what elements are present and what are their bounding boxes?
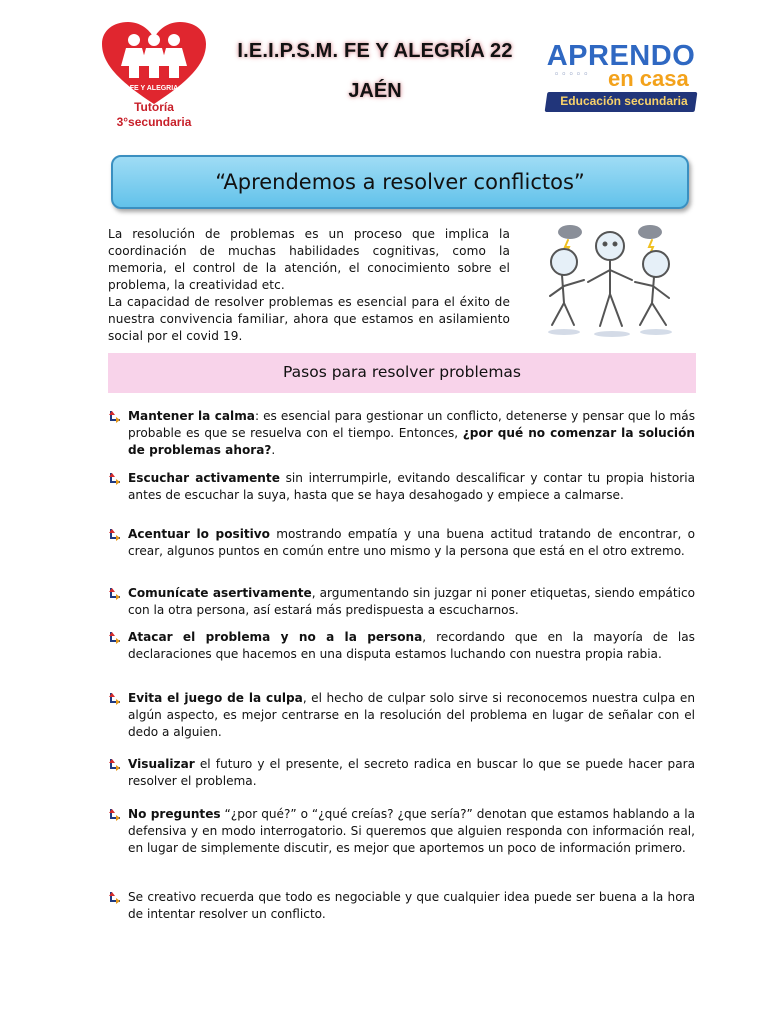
step-text <box>128 585 695 619</box>
step-body: , el hecho de culpar solo sirve si reconocemos nuestra culpa en algún aspecto, es mejor centrarse en la resolución del problema en lugar de señalar con el dedo a alguien. <box>128 691 695 739</box>
step-title: No preguntes <box>128 807 221 821</box>
arrow-bullet-icon <box>108 631 122 645</box>
step-title: Acentuar lo positivo <box>128 527 270 541</box>
step-question: ¿por qué no comenzar la solución de problemas ahora? <box>128 426 695 457</box>
step-body: , recordando que en la mayoría de las declaraciones que hacemos en una disputa estamos luchando con nuestra propia rabia. <box>128 630 695 661</box>
intro-paragraph-2: La capacidad de resolver problemas es esencial para el éxito de nuestra convivencia familiar, ahora que estamos en asilamiento social por el covid 19. <box>108 295 510 343</box>
step-title: Comunícate asertivamente <box>128 586 312 600</box>
page-title: “Aprendemos a resolver conflictos” <box>215 170 585 194</box>
step-text <box>128 806 695 857</box>
section-title: Pasos para resolver problemas <box>283 363 521 381</box>
step-text <box>128 629 695 663</box>
arrow-bullet-icon <box>108 808 122 822</box>
step-text <box>128 889 695 923</box>
arrow-bullet-icon <box>108 587 122 601</box>
school-city: JAÉN <box>348 80 402 102</box>
aprendo-subtitle: en casa <box>608 66 689 91</box>
step-title: Mantener la calma <box>128 409 255 423</box>
step-body: sin interrumpirle, evitando descalificar y contar tu propia historia antes de escuchar la suya, hasta que se haya desahogado y empiece a calmarse. <box>128 471 695 502</box>
title-box <box>111 155 689 209</box>
conflict-people-illustration <box>522 218 694 340</box>
aprendo-en-casa-logo <box>546 40 696 118</box>
step-text <box>128 408 695 459</box>
step-text <box>128 470 695 504</box>
step-period: . <box>271 443 276 457</box>
arrow-bullet-icon <box>108 528 122 542</box>
arrow-bullet-icon <box>108 410 122 424</box>
step-body: “¿por qué?” o “¿qué creías? ¿que sería?” denotan que estamos hablando a la defensiva y en modo interrogatorio. Si queremos que alguien responda con información real, en lugar de simplemente discutir, es mejor que aportemos un poco de información primero. <box>128 807 695 855</box>
step-body: el futuro y el presente, el secreto radica en buscar lo que se puede hacer para resolver el problema. <box>128 757 695 788</box>
section-band <box>108 353 696 393</box>
step-body: mostrando empatía y una buena actitud tratando de encontrar, o crear, algunos puntos en común entre uno mismo y la persona que está en el otro extremo. <box>128 527 695 558</box>
intro-text <box>108 226 510 345</box>
tutoria-line-2: 3°secundaria <box>116 115 192 129</box>
step-text <box>128 756 695 790</box>
step-title: Escuchar activamente <box>128 471 280 485</box>
step-text <box>128 526 695 560</box>
arrow-bullet-icon <box>108 472 122 486</box>
arrow-bullet-icon <box>108 758 122 772</box>
step-body: Se creativo recuerda que todo es negociable y que cualquier idea puede ser buena a la hora de intentar resolver un conflicto. <box>128 890 695 921</box>
school-name: I.E.I.P.S.M. FE Y ALEGRÍA 22 <box>237 40 513 62</box>
aprendo-dots-icon: ◦◦◦◦◦ <box>554 70 591 80</box>
aprendo-title: APRENDO <box>546 40 696 72</box>
fe-y-alegria-logo <box>100 22 208 106</box>
tutoria-label <box>98 100 210 130</box>
step-title: Visualizar <box>128 757 195 771</box>
tutoria-line-1: Tutoría <box>134 100 174 114</box>
arrow-bullet-icon <box>108 891 122 905</box>
aprendo-band-label: Educación secundaria <box>560 94 688 108</box>
step-body: , argumentando sin juzgar ni poner etiquetas, siendo empático con la otra persona, así estará más predispuesta a escucharnos. <box>128 586 695 617</box>
arrow-bullet-icon <box>108 692 122 706</box>
step-title: Atacar el problema y no a la persona <box>128 630 423 644</box>
intro-paragraph-1: La resolución de problemas es un proceso que implica la coordinación de muchas habilidades cognitivas, como la memoria, el control de la atención, el conocimiento sobre el problema, la creatividad etc. <box>108 227 510 292</box>
logo-caption: FE Y ALEGRIA <box>129 85 179 92</box>
step-title: Evita el juego de la culpa <box>128 691 303 705</box>
step-text <box>128 690 695 741</box>
step-body: : es esencial para gestionar un conflicto, detenerse y pensar que lo más probable es que se resuelva con el tiempo. Entonces, <box>128 409 695 440</box>
